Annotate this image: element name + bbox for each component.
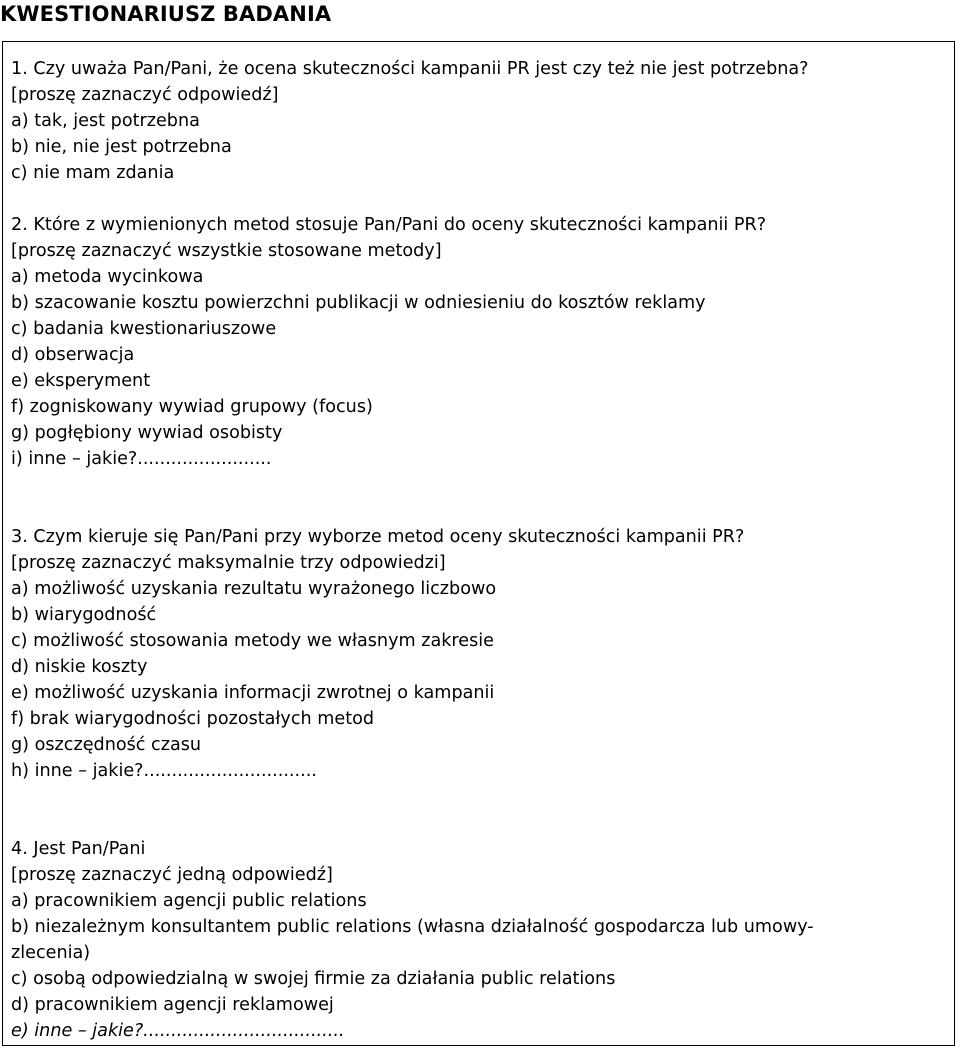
question-4 [11, 836, 941, 1044]
question-2-option-g[interactable]: g) pogłębiony wywiad osobisty [11, 423, 283, 443]
question-4-option-a[interactable]: a) pracownikiem agencji public relations [11, 891, 367, 911]
question-1-option-a[interactable]: a) tak, jest potrzebna [11, 111, 200, 131]
question-2-option-e[interactable]: e) eksperyment [11, 371, 151, 391]
question-3-option-c[interactable]: c) możliwość stosowania metody we własnym zakresie [11, 631, 494, 651]
question-1 [11, 56, 941, 186]
question-3-option-g[interactable]: g) oszczędność czasu [11, 735, 202, 755]
question-3-option-e[interactable]: e) możliwość uzyskania informacji zwrotnej o kampanii [11, 683, 495, 703]
question-1-instruction: [proszę zaznaczyć odpowiedź] [11, 85, 279, 105]
question-3-text: 3. Czym kieruje się Pan/Pani przy wyborze metod oceny skuteczności kampanii PR? [11, 527, 745, 547]
question-3-instruction: [proszę zaznaczyć maksymalnie trzy odpowiedzi] [11, 553, 446, 573]
question-3-option-f[interactable]: f) brak wiarygodności pozostałych metod [11, 709, 375, 729]
question-3-option-h[interactable]: h) inne – jakie?............................... [11, 761, 317, 781]
question-3-option-d[interactable]: d) niskie koszty [11, 657, 148, 677]
document-title: KWESTIONARIUSZ BADANIA [0, 2, 332, 26]
question-4-option-b[interactable]: b) niezależnym konsultantem public relations (własna działalność gospodarcza lub umowy- [11, 917, 814, 937]
question-4-text: 4. Jest Pan/Pani [11, 839, 146, 859]
question-spacer [11, 784, 941, 836]
question-2-option-f[interactable]: f) zogniskowany wywiad grupowy (focus) [11, 397, 373, 417]
question-spacer [11, 186, 941, 212]
question-2-option-c[interactable]: c) badania kwestionariuszowe [11, 319, 277, 339]
question-3-option-b[interactable]: b) wiarygodność [11, 605, 157, 625]
question-2-option-d[interactable]: d) obserwacja [11, 345, 135, 365]
question-4-instruction: [proszę zaznaczyć jedną odpowiedź] [11, 865, 333, 885]
question-1-option-c[interactable]: c) nie mam zdania [11, 163, 175, 183]
question-spacer [11, 472, 941, 524]
question-4-option-c[interactable]: c) osobą odpowiedzialną w swojej firmie za działania public relations [11, 969, 616, 989]
question-1-text: 1. Czy uważa Pan/Pani, że ocena skuteczności kampanii PR jest czy też nie jest potrzebna? [11, 59, 809, 79]
question-3 [11, 524, 941, 784]
question-2-option-a[interactable]: a) metoda wycinkowa [11, 267, 204, 287]
question-4-option-d[interactable]: d) pracownikiem agencji reklamowej [11, 995, 334, 1015]
question-3-option-a[interactable]: a) możliwość uzyskania rezultatu wyrażonego liczbowo [11, 579, 497, 599]
question-2-option-b[interactable]: b) szacowanie kosztu powierzchni publikacji w odniesieniu do kosztów reklamy [11, 293, 706, 313]
question-1-option-b[interactable]: b) nie, nie jest potrzebna [11, 137, 232, 157]
question-4-option-b-continued[interactable]: zlecenia) [11, 943, 91, 963]
question-2-option-i[interactable]: i) inne – jakie?........................ [11, 449, 272, 469]
question-2-instruction: [proszę zaznaczyć wszystkie stosowane metody] [11, 241, 442, 261]
question-4-option-e[interactable]: e) inne – jakie?.................................... [11, 1021, 345, 1041]
question-2 [11, 212, 941, 472]
question-2-text: 2. Które z wymienionych metod stosuje Pan/Pani do oceny skuteczności kampanii PR? [11, 215, 767, 235]
questionnaire-content [11, 56, 941, 1044]
